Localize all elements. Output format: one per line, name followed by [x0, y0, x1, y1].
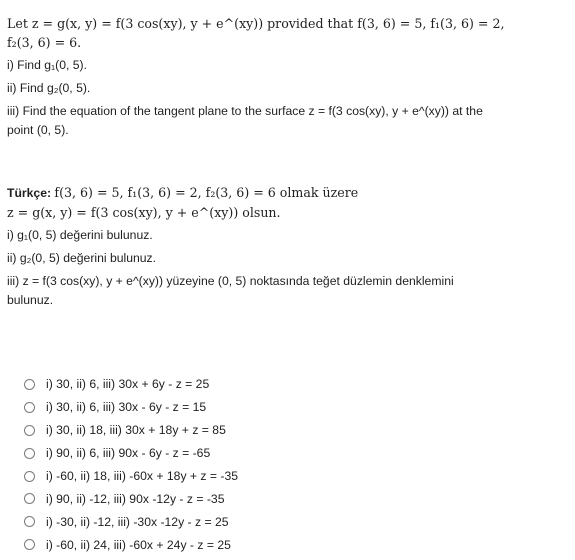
answer-option-label: i) -30, ii) -12, iii) -30x -12y - z = 25 [46, 514, 229, 529]
answer-option-label: i) 30, ii) 18, iii) 30x + 18y + z = 85 [46, 423, 226, 438]
question-part-3-cont: point (0, 5). [7, 123, 69, 137]
question-turkish [7, 183, 567, 310]
answer-option-label: i) 90, ii) 6, iii) 90x - 6y - z = -65 [46, 446, 211, 461]
radio-button[interactable] [24, 516, 35, 527]
answer-option-label: i) 30, ii) 6, iii) 30x - 6y - z = 15 [46, 400, 207, 415]
answer-option[interactable] [24, 487, 544, 510]
answer-option-label: i) -60, ii) 18, iii) -60x + 18y + z = -35 [46, 469, 239, 483]
turkish-part-1: i) g₁(0, 5) değerini bulunuz. [7, 228, 153, 242]
radio-button[interactable] [24, 493, 35, 504]
answer-option[interactable] [24, 373, 544, 396]
turkish-part-3-cont: bulunuz. [7, 293, 54, 307]
radio-button[interactable] [24, 471, 35, 482]
radio-button[interactable] [24, 425, 35, 436]
turkish-part-3: iii) z = f(3 cos(xy), y + e^(xy)) yüzeyine (0, 5) noktasında teğet düzlemin denklemini [7, 274, 454, 288]
question-intro-line: Let z = g(x, y) = f(3 cos(xy), y + e^(xy)) provided that f(3, 6) = 5, f₁(3, 6) = 2, [7, 16, 505, 31]
answer-option-label: i) 30, ii) 6, iii) 30x + 6y - z = 25 [46, 377, 210, 392]
question-part-2: ii) Find g₂(0, 5). [7, 81, 91, 95]
answer-option[interactable] [24, 510, 544, 533]
radio-button[interactable] [24, 448, 35, 459]
question-part-3: iii) Find the equation of the tangent plane to the surface z = f(3 cos(xy), y + e^(xy)) at the [7, 104, 483, 118]
answer-option[interactable] [24, 533, 544, 556]
question-intro-line-2: f₂(3, 6) = 6. [7, 35, 82, 50]
turkish-intro-line-2: z = g(x, y) = f(3 cos(xy), y + e^(xy)) olsun. [7, 205, 281, 220]
question-english [7, 14, 567, 140]
turkish-intro: f(3, 6) = 5, f₁(3, 6) = 2, f₂(3, 6) = 6 olmak üzere [54, 185, 359, 200]
radio-button[interactable] [24, 379, 35, 390]
radio-button[interactable] [24, 539, 35, 550]
turkish-part-2: ii) g₂(0, 5) değerini bulunuz. [7, 251, 157, 265]
turkish-label: Türkçe: [7, 186, 52, 200]
answer-option[interactable] [24, 419, 544, 442]
radio-button[interactable] [24, 402, 35, 413]
question-part-1: i) Find g₁(0, 5). [7, 58, 87, 72]
answer-option-label: i) -60, ii) 24, iii) -60x + 24y - z = 25 [46, 537, 231, 552]
answer-options [24, 373, 544, 556]
answer-option-label: i) 90, ii) -12, iii) 90x -12y - z = -35 [46, 491, 225, 506]
answer-option[interactable] [24, 442, 544, 465]
answer-option[interactable] [24, 465, 544, 488]
answer-option[interactable] [24, 396, 544, 419]
